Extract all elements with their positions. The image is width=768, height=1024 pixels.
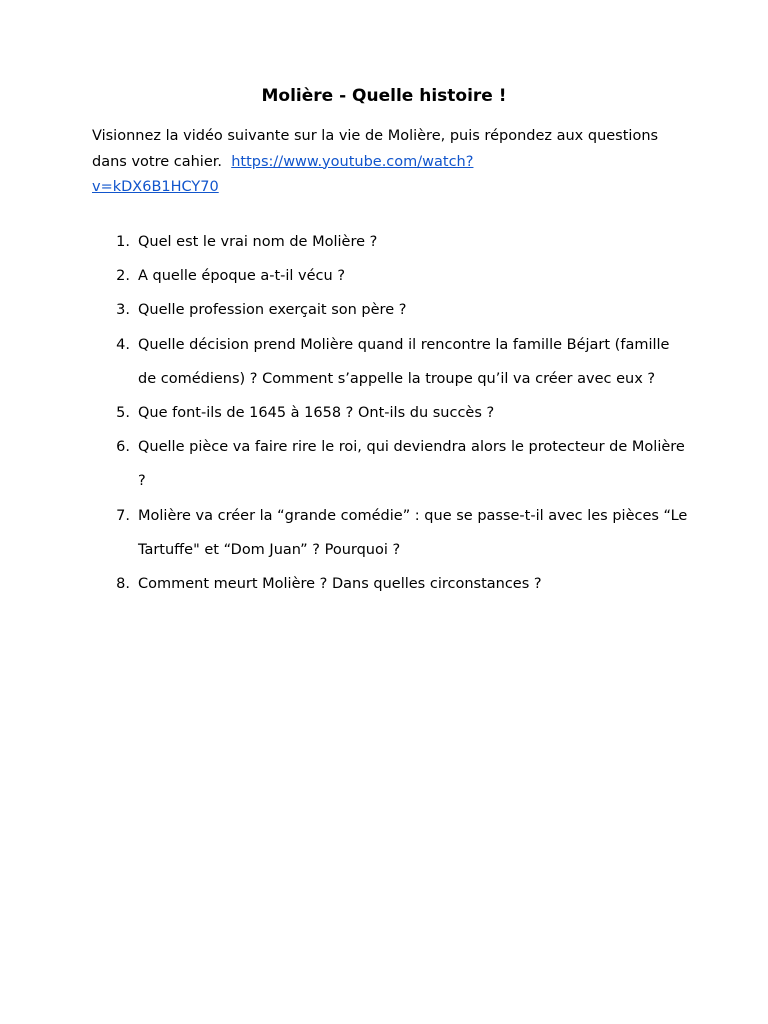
question-text: Comment meurt Molière ? Dans quelles circonstances ?: [138, 576, 542, 593]
question-number: 6.: [116, 439, 130, 456]
question-number: 3.: [116, 302, 130, 319]
question-item: [92, 396, 692, 430]
question-item: [92, 293, 692, 327]
question-text: A quelle époque a-t-il vécu ?: [138, 268, 346, 285]
document-title: Molière - Quelle histoire !: [261, 86, 507, 106]
intro-text: Visionnez la vidéo suivante sur la vie de Molière, puis répondez aux questions dans votre cahier.: [92, 128, 659, 170]
question-item: [92, 499, 692, 567]
question-number: 5.: [116, 405, 130, 422]
question-text: Molière va créer la “grande comédie” : que se passe-t-il avec les pièces “Le Tartuffe" et “Dom Juan” ? Pourquoi ?: [138, 507, 688, 558]
question-item: [92, 259, 692, 293]
video-link-line1: https://www.youtube.com/watch?: [231, 153, 474, 170]
question-item: [92, 567, 692, 601]
question-number: 7.: [116, 507, 130, 524]
question-number: 8.: [116, 576, 130, 593]
question-text: Que font-ils de 1645 à 1658 ? Ont-ils du succès ?: [138, 405, 495, 422]
video-link-line2: v=kDX6B1HCY70: [92, 179, 219, 195]
question-text: Quelle pièce va faire rire le roi, qui deviendra alors le protecteur de Molière ?: [138, 439, 685, 490]
question-item: [92, 225, 692, 259]
question-list: [92, 225, 692, 601]
question-text: Quelle décision prend Molière quand il rencontre la famille Béjart (famille de comédiens) ? Comment s’appelle la troupe qu’il va créer avec eux ?: [138, 336, 670, 387]
question-number: 1.: [116, 234, 130, 250]
question-number: 2.: [116, 268, 130, 285]
question-text: Quelle profession exerçait son père ?: [138, 302, 407, 319]
question-item: [92, 328, 692, 396]
question-item: [92, 430, 692, 498]
intro-paragraph: [92, 124, 692, 201]
question-number: 4.: [116, 336, 130, 353]
question-text: Quel est le vrai nom de Molière ?: [138, 234, 378, 250]
